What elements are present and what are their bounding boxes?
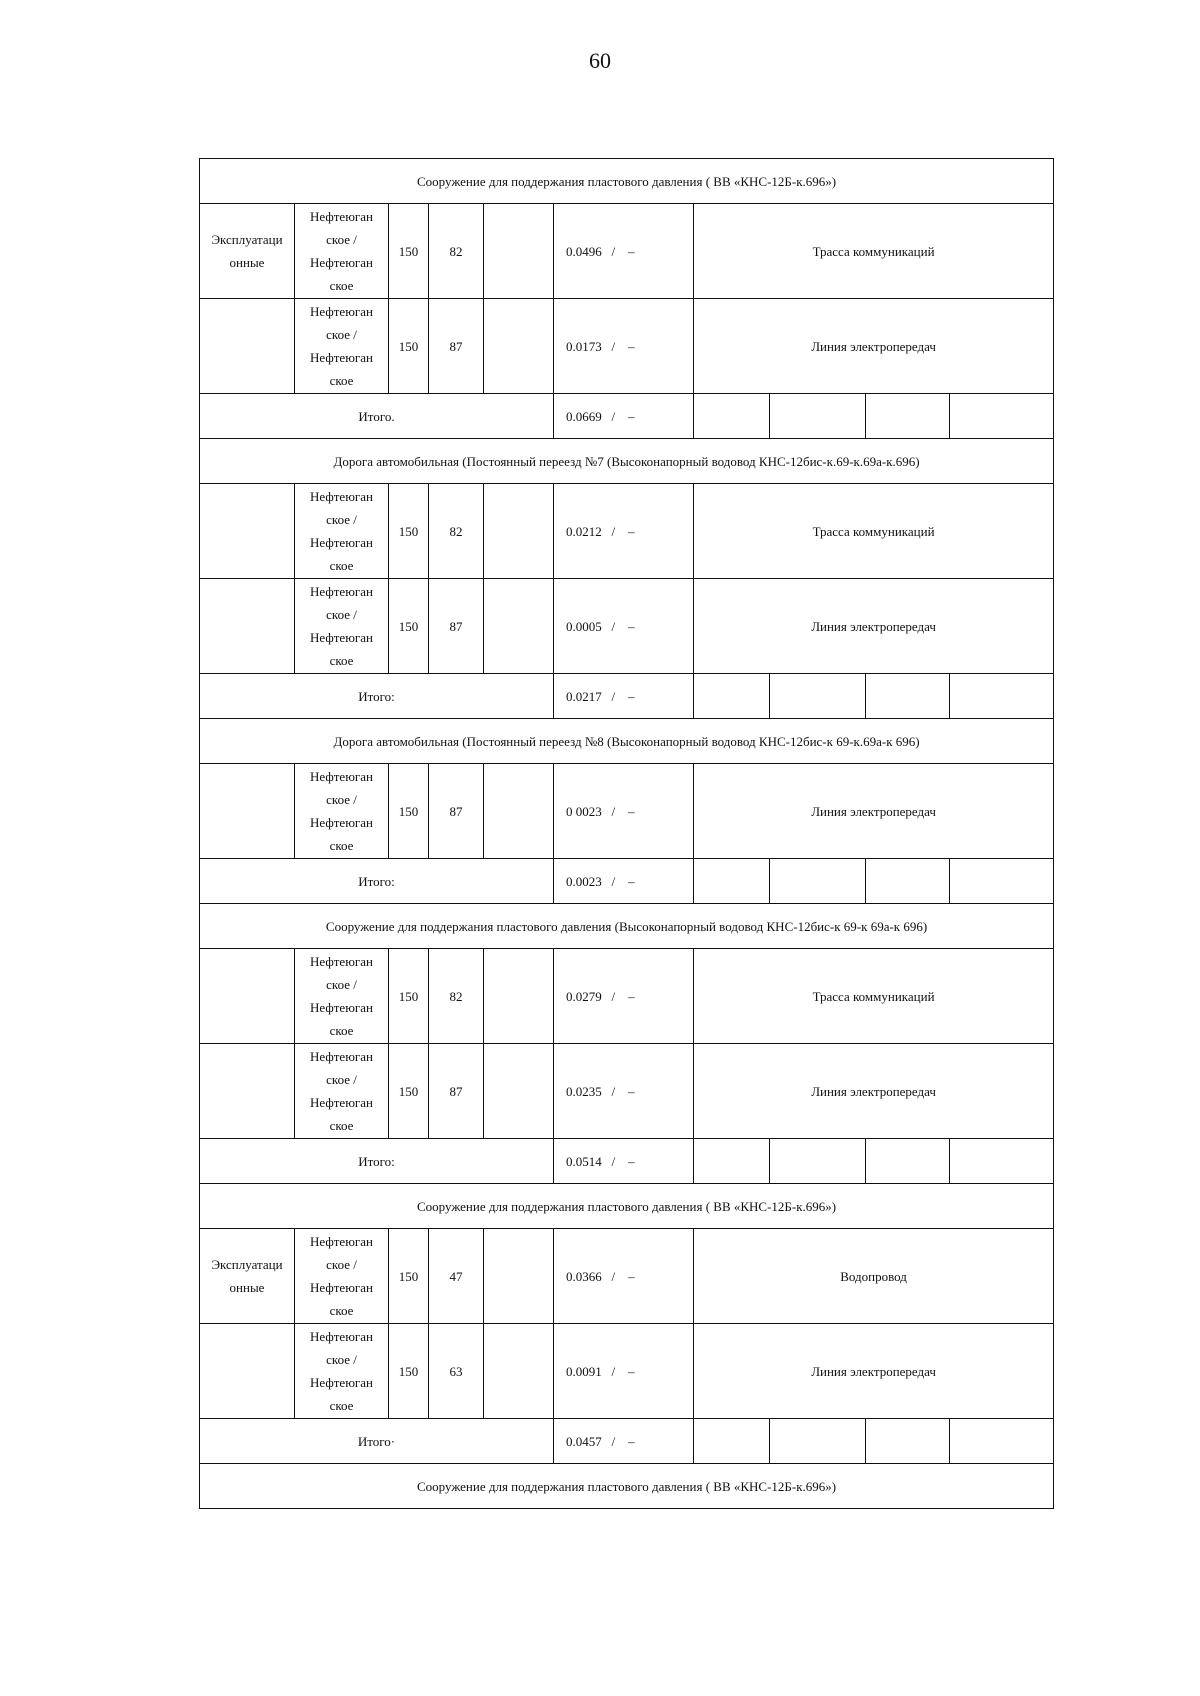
- category-cell: [200, 949, 295, 1044]
- category-cell: [200, 579, 295, 674]
- owner-line: Нефтеюган: [310, 1000, 373, 1015]
- empty-cell: [770, 394, 866, 439]
- extra-cell: [484, 1229, 554, 1324]
- plot-cell: 87: [429, 299, 484, 394]
- extra-cell: [484, 1044, 554, 1139]
- total-value: 0.0217 / –: [554, 674, 694, 719]
- volume-cell: 0.0235 / –: [554, 1044, 694, 1139]
- empty-cell: [950, 394, 1054, 439]
- section-title: Дорога автомобильная (Постоянный переезд №8 (Высоконапорный водовод КНС-12бис-к 69-к.69а-к 696): [200, 719, 1054, 764]
- owner-line: ское: [329, 1398, 354, 1413]
- purpose-cell: Трасса коммуникаций: [694, 484, 1054, 579]
- category-cell: [200, 299, 295, 394]
- empty-cell: [770, 674, 866, 719]
- quarter-cell: 150: [389, 949, 429, 1044]
- total-label: Итого·: [200, 1419, 554, 1464]
- owner-line: ское /: [326, 512, 357, 527]
- extra-cell: [484, 299, 554, 394]
- owner-line: ское /: [326, 977, 357, 992]
- empty-cell: [694, 1419, 770, 1464]
- table-row: [200, 484, 1054, 579]
- owner-cell: [295, 1324, 389, 1419]
- empty-cell: [950, 674, 1054, 719]
- quarter-cell: 150: [389, 579, 429, 674]
- volume-cell: 0.0279 / –: [554, 949, 694, 1044]
- empty-cell: [866, 1419, 950, 1464]
- total-label: Итого:: [200, 1139, 554, 1184]
- plot-cell: 47: [429, 1229, 484, 1324]
- category-cell: [200, 1044, 295, 1139]
- total-label: Итого:: [200, 674, 554, 719]
- plot-cell: 82: [429, 949, 484, 1044]
- plot-cell: 87: [429, 1044, 484, 1139]
- section-title: Сооружение для поддержания пластового давления ( ВВ «КНС-12Б-к.696»): [200, 159, 1054, 204]
- volume-cell: 0.0496 / –: [554, 204, 694, 299]
- owner-line: ское /: [326, 607, 357, 622]
- owner-line: Нефтеюган: [310, 584, 373, 599]
- table-row: [200, 204, 1054, 299]
- owner-line: ское /: [326, 792, 357, 807]
- total-label: Итого.: [200, 394, 554, 439]
- empty-cell: [866, 674, 950, 719]
- table-row: [200, 949, 1054, 1044]
- volume-cell: 0.0366 / –: [554, 1229, 694, 1324]
- plot-cell: 87: [429, 764, 484, 859]
- owner-line: ское /: [326, 1352, 357, 1367]
- quarter-cell: 150: [389, 1324, 429, 1419]
- quarter-cell: 150: [389, 1044, 429, 1139]
- owner-cell: [295, 1044, 389, 1139]
- owner-cell: [295, 764, 389, 859]
- volume-cell: 0.0212 / –: [554, 484, 694, 579]
- category-cell: [200, 204, 295, 299]
- section-title: Сооружение для поддержания пластового давления ( ВВ «КНС-12Б-к.696»): [200, 1184, 1054, 1229]
- extra-cell: [484, 949, 554, 1044]
- category-cell: [200, 484, 295, 579]
- owner-line: ское /: [326, 1257, 357, 1272]
- total-value: 0.0457 / –: [554, 1419, 694, 1464]
- category-text: Эксплуатаци: [211, 232, 283, 247]
- empty-cell: [694, 674, 770, 719]
- purpose-cell: Линия электропередач: [694, 764, 1054, 859]
- quarter-cell: 150: [389, 299, 429, 394]
- table-row: [200, 1324, 1054, 1419]
- category-cell: [200, 764, 295, 859]
- total-value: 0.0514 / –: [554, 1139, 694, 1184]
- owner-line: Нефтеюган: [310, 815, 373, 830]
- empty-cell: [770, 859, 866, 904]
- owner-line: ское: [329, 1303, 354, 1318]
- owner-line: ское /: [326, 327, 357, 342]
- owner-cell: [295, 949, 389, 1044]
- extra-cell: [484, 484, 554, 579]
- owner-line: ское: [329, 1118, 354, 1133]
- category-text: онные: [229, 1280, 265, 1295]
- owner-line: Нефтеюган: [310, 350, 373, 365]
- plot-cell: 82: [429, 204, 484, 299]
- land-plot-table: [199, 158, 1054, 1509]
- quarter-cell: 150: [389, 484, 429, 579]
- owner-line: Нефтеюган: [310, 1049, 373, 1064]
- empty-cell: [694, 859, 770, 904]
- owner-line: Нефтеюган: [310, 1375, 373, 1390]
- plot-cell: 87: [429, 579, 484, 674]
- section-header-row: [200, 159, 1054, 204]
- extra-cell: [484, 204, 554, 299]
- empty-cell: [866, 859, 950, 904]
- empty-cell: [950, 1139, 1054, 1184]
- empty-cell: [694, 394, 770, 439]
- section-title: Сооружение для поддержания пластового давления (Высоконапорный водовод КНС-12бис-к 69-к 69а-к 696): [200, 904, 1054, 949]
- table-row: [200, 764, 1054, 859]
- quarter-cell: 150: [389, 1229, 429, 1324]
- total-label: Итого:: [200, 859, 554, 904]
- owner-line: ское: [329, 838, 354, 853]
- empty-cell: [694, 1139, 770, 1184]
- purpose-cell: Линия электропередач: [694, 579, 1054, 674]
- total-row: [200, 394, 1054, 439]
- empty-cell: [866, 1139, 950, 1184]
- plot-cell: 63: [429, 1324, 484, 1419]
- quarter-cell: 150: [389, 204, 429, 299]
- page-number: 60: [589, 48, 611, 73]
- purpose-cell: Линия электропередач: [694, 1324, 1054, 1419]
- owner-cell: [295, 484, 389, 579]
- purpose-cell: Трасса коммуникаций: [694, 204, 1054, 299]
- owner-line: ское: [329, 1023, 354, 1038]
- owner-line: Нефтеюган: [310, 1329, 373, 1344]
- owner-line: Нефтеюган: [310, 489, 373, 504]
- owner-line: Нефтеюган: [310, 769, 373, 784]
- owner-cell: [295, 1229, 389, 1324]
- owner-cell: [295, 299, 389, 394]
- table-row: [200, 299, 1054, 394]
- section-title: Сооружение для поддержания пластового давления ( ВВ «КНС-12Б-к.696»): [200, 1464, 1054, 1509]
- section-header-row: [200, 439, 1054, 484]
- owner-line: ское: [329, 278, 354, 293]
- owner-line: Нефтеюган: [310, 535, 373, 550]
- empty-cell: [950, 1419, 1054, 1464]
- section-title: Дорога автомобильная (Постоянный переезд №7 (Высоконапорный водовод КНС-12бис-к.69-к.69а-к.696): [200, 439, 1054, 484]
- extra-cell: [484, 579, 554, 674]
- owner-line: Нефтеюган: [310, 209, 373, 224]
- section-header-row: [200, 1184, 1054, 1229]
- total-row: [200, 674, 1054, 719]
- table-row: [200, 1229, 1054, 1324]
- owner-line: ское: [329, 558, 354, 573]
- total-row: [200, 1419, 1054, 1464]
- category-cell: [200, 1324, 295, 1419]
- owner-line: Нефтеюган: [310, 1095, 373, 1110]
- owner-line: ское: [329, 653, 354, 668]
- section-header-row: [200, 719, 1054, 764]
- owner-line: Нефтеюган: [310, 255, 373, 270]
- table-row: [200, 579, 1054, 674]
- category-cell: [200, 1229, 295, 1324]
- total-row: [200, 1139, 1054, 1184]
- empty-cell: [950, 859, 1054, 904]
- owner-cell: [295, 579, 389, 674]
- volume-cell: 0 0023 / –: [554, 764, 694, 859]
- owner-line: ское: [329, 373, 354, 388]
- plot-cell: 82: [429, 484, 484, 579]
- extra-cell: [484, 1324, 554, 1419]
- volume-cell: 0.0091 / –: [554, 1324, 694, 1419]
- owner-line: Нефтеюган: [310, 304, 373, 319]
- owner-cell: [295, 204, 389, 299]
- section-header-row: [200, 904, 1054, 949]
- table-body: [200, 159, 1054, 1509]
- purpose-cell: Водопровод: [694, 1229, 1054, 1324]
- volume-cell: 0.0005 / –: [554, 579, 694, 674]
- total-row: [200, 859, 1054, 904]
- category-text: онные: [229, 255, 265, 270]
- volume-cell: 0.0173 / –: [554, 299, 694, 394]
- owner-line: Нефтеюган: [310, 1280, 373, 1295]
- extra-cell: [484, 764, 554, 859]
- owner-line: ское /: [326, 1072, 357, 1087]
- total-value: 0.0669 / –: [554, 394, 694, 439]
- total-value: 0.0023 / –: [554, 859, 694, 904]
- purpose-cell: Трасса коммуникаций: [694, 949, 1054, 1044]
- owner-line: Нефтеюган: [310, 630, 373, 645]
- purpose-cell: Линия электропередач: [694, 1044, 1054, 1139]
- empty-cell: [866, 394, 950, 439]
- section-header-row: [200, 1464, 1054, 1509]
- empty-cell: [770, 1419, 866, 1464]
- purpose-cell: Линия электропередач: [694, 299, 1054, 394]
- empty-cell: [770, 1139, 866, 1184]
- owner-line: Нефтеюган: [310, 1234, 373, 1249]
- owner-line: ское /: [326, 232, 357, 247]
- quarter-cell: 150: [389, 764, 429, 859]
- owner-line: Нефтеюган: [310, 954, 373, 969]
- category-text: Эксплуатаци: [211, 1257, 283, 1272]
- table-row: [200, 1044, 1054, 1139]
